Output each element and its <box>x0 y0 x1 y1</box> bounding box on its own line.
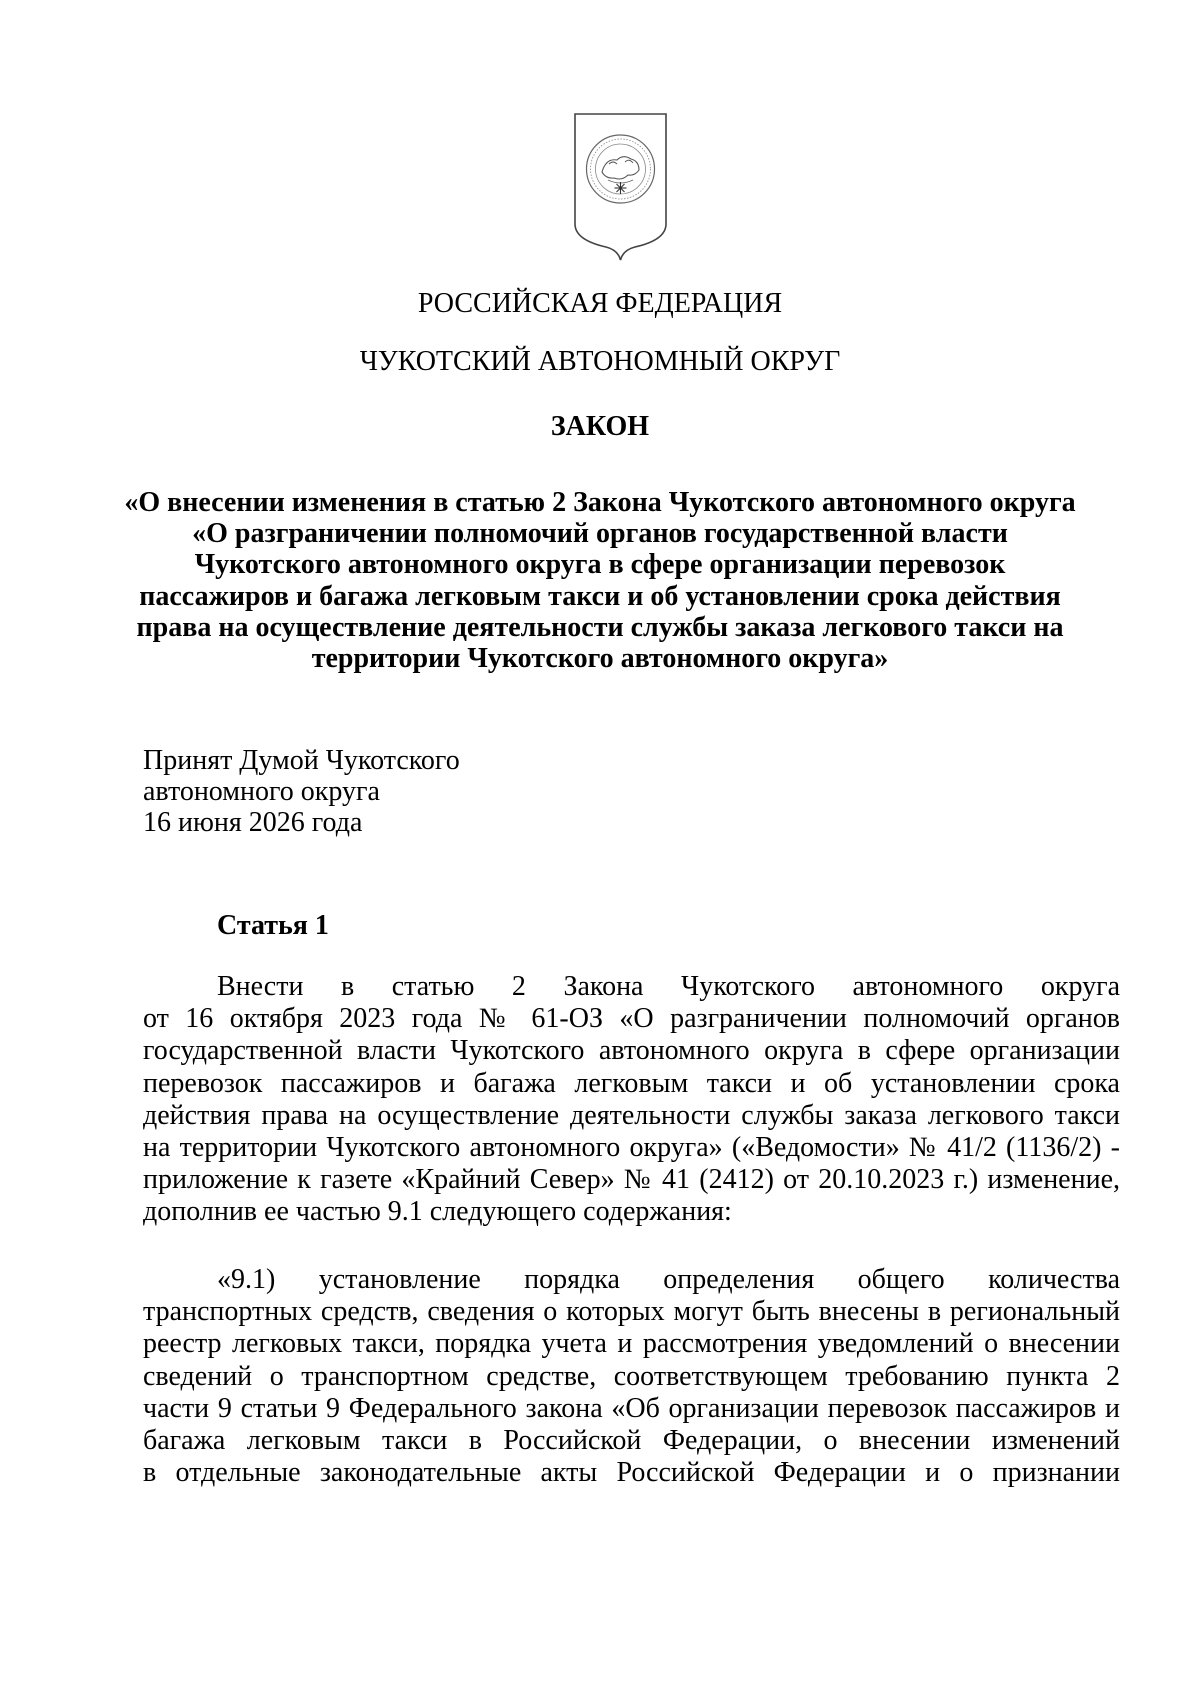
title-line: территории Чукотского автономного округа» <box>311 643 889 675</box>
title-line: «О внесении изменения в статью 2 Закона Чукотского автономного округа <box>124 487 1076 518</box>
title-line: права на осуществление деятельности службы заказа легкового такси на <box>136 611 1064 643</box>
article-heading: Статья 1 <box>217 910 329 941</box>
title-line: пассажиров и багажа легковым такси и об установлении срока действия <box>139 580 1061 612</box>
title-line: «О разграничении полномочий органов государственной власти <box>192 518 1008 550</box>
article-paragraph-2 <box>143 1264 1120 1489</box>
paragraph-line: багажа легковым такси в Российской Федерации, о внесении изменений <box>143 1424 1120 1456</box>
title-line: Чукотского автономного округа в сфере организации перевозок <box>194 549 1006 581</box>
adoption-date: 16 июня 2026 года <box>143 807 363 838</box>
paragraph-line: транспортных средств, сведения о которых могут быть внесены в региональный <box>143 1296 1120 1328</box>
law-title <box>100 487 1100 674</box>
paragraph-line: Внести в статью 2 Закона Чукотского автономного округа <box>217 971 1120 1002</box>
paragraph-line: на территории Чукотского автономного округа» («Ведомости» № 41/2 (1136/2) - <box>143 1131 1120 1163</box>
paragraph-line: реестр легковых такси, порядка учета и рассмотрения уведомлений о внесении <box>143 1328 1120 1360</box>
paragraph-line: дополнив ее частью 9.1 следующего содержания: <box>143 1196 732 1228</box>
adoption-line: автономного округа <box>143 776 380 807</box>
paragraph-line: государственной власти Чукотского автономного округа в сфере организации <box>143 1035 1120 1067</box>
coat-of-arms-emblem-icon <box>573 112 668 262</box>
paragraph-line: сведений о транспортном средстве, соответствующем требованию пункта 2 <box>143 1360 1120 1392</box>
paragraph-line: от 16 октября 2023 года № 61-ОЗ «О разграничении полномочий органов <box>143 1003 1120 1035</box>
adoption-line: Принят Думой Чукотского <box>143 745 460 776</box>
paragraph-line: действия права на осуществление деятельности службы заказа легкового такси <box>143 1099 1120 1131</box>
paragraph-line: в отдельные законодательные акты Российской Федерации и о признании <box>143 1457 1120 1489</box>
document-type: ЗАКОН <box>550 411 650 442</box>
paragraph-line: приложение к газете «Крайний Север» № 41 (2412) от 20.10.2023 г.) изменение, <box>143 1164 1120 1196</box>
country-name: РОССИЙСКАЯ ФЕДЕРАЦИЯ <box>417 288 783 319</box>
adoption-info <box>143 745 460 838</box>
article-paragraph-1 <box>143 971 1120 1229</box>
paragraph-line: «9.1) установление порядка определения общего количества <box>217 1264 1120 1295</box>
region-name: ЧУКОТСКИЙ АВТОНОМНЫЙ ОКРУГ <box>359 346 841 377</box>
paragraph-line: части 9 статьи 9 Федерального закона «Об организации перевозок пассажиров и <box>143 1392 1120 1424</box>
paragraph-line: перевозок пассажиров и багажа легковым такси и об установлении срока <box>143 1067 1120 1099</box>
